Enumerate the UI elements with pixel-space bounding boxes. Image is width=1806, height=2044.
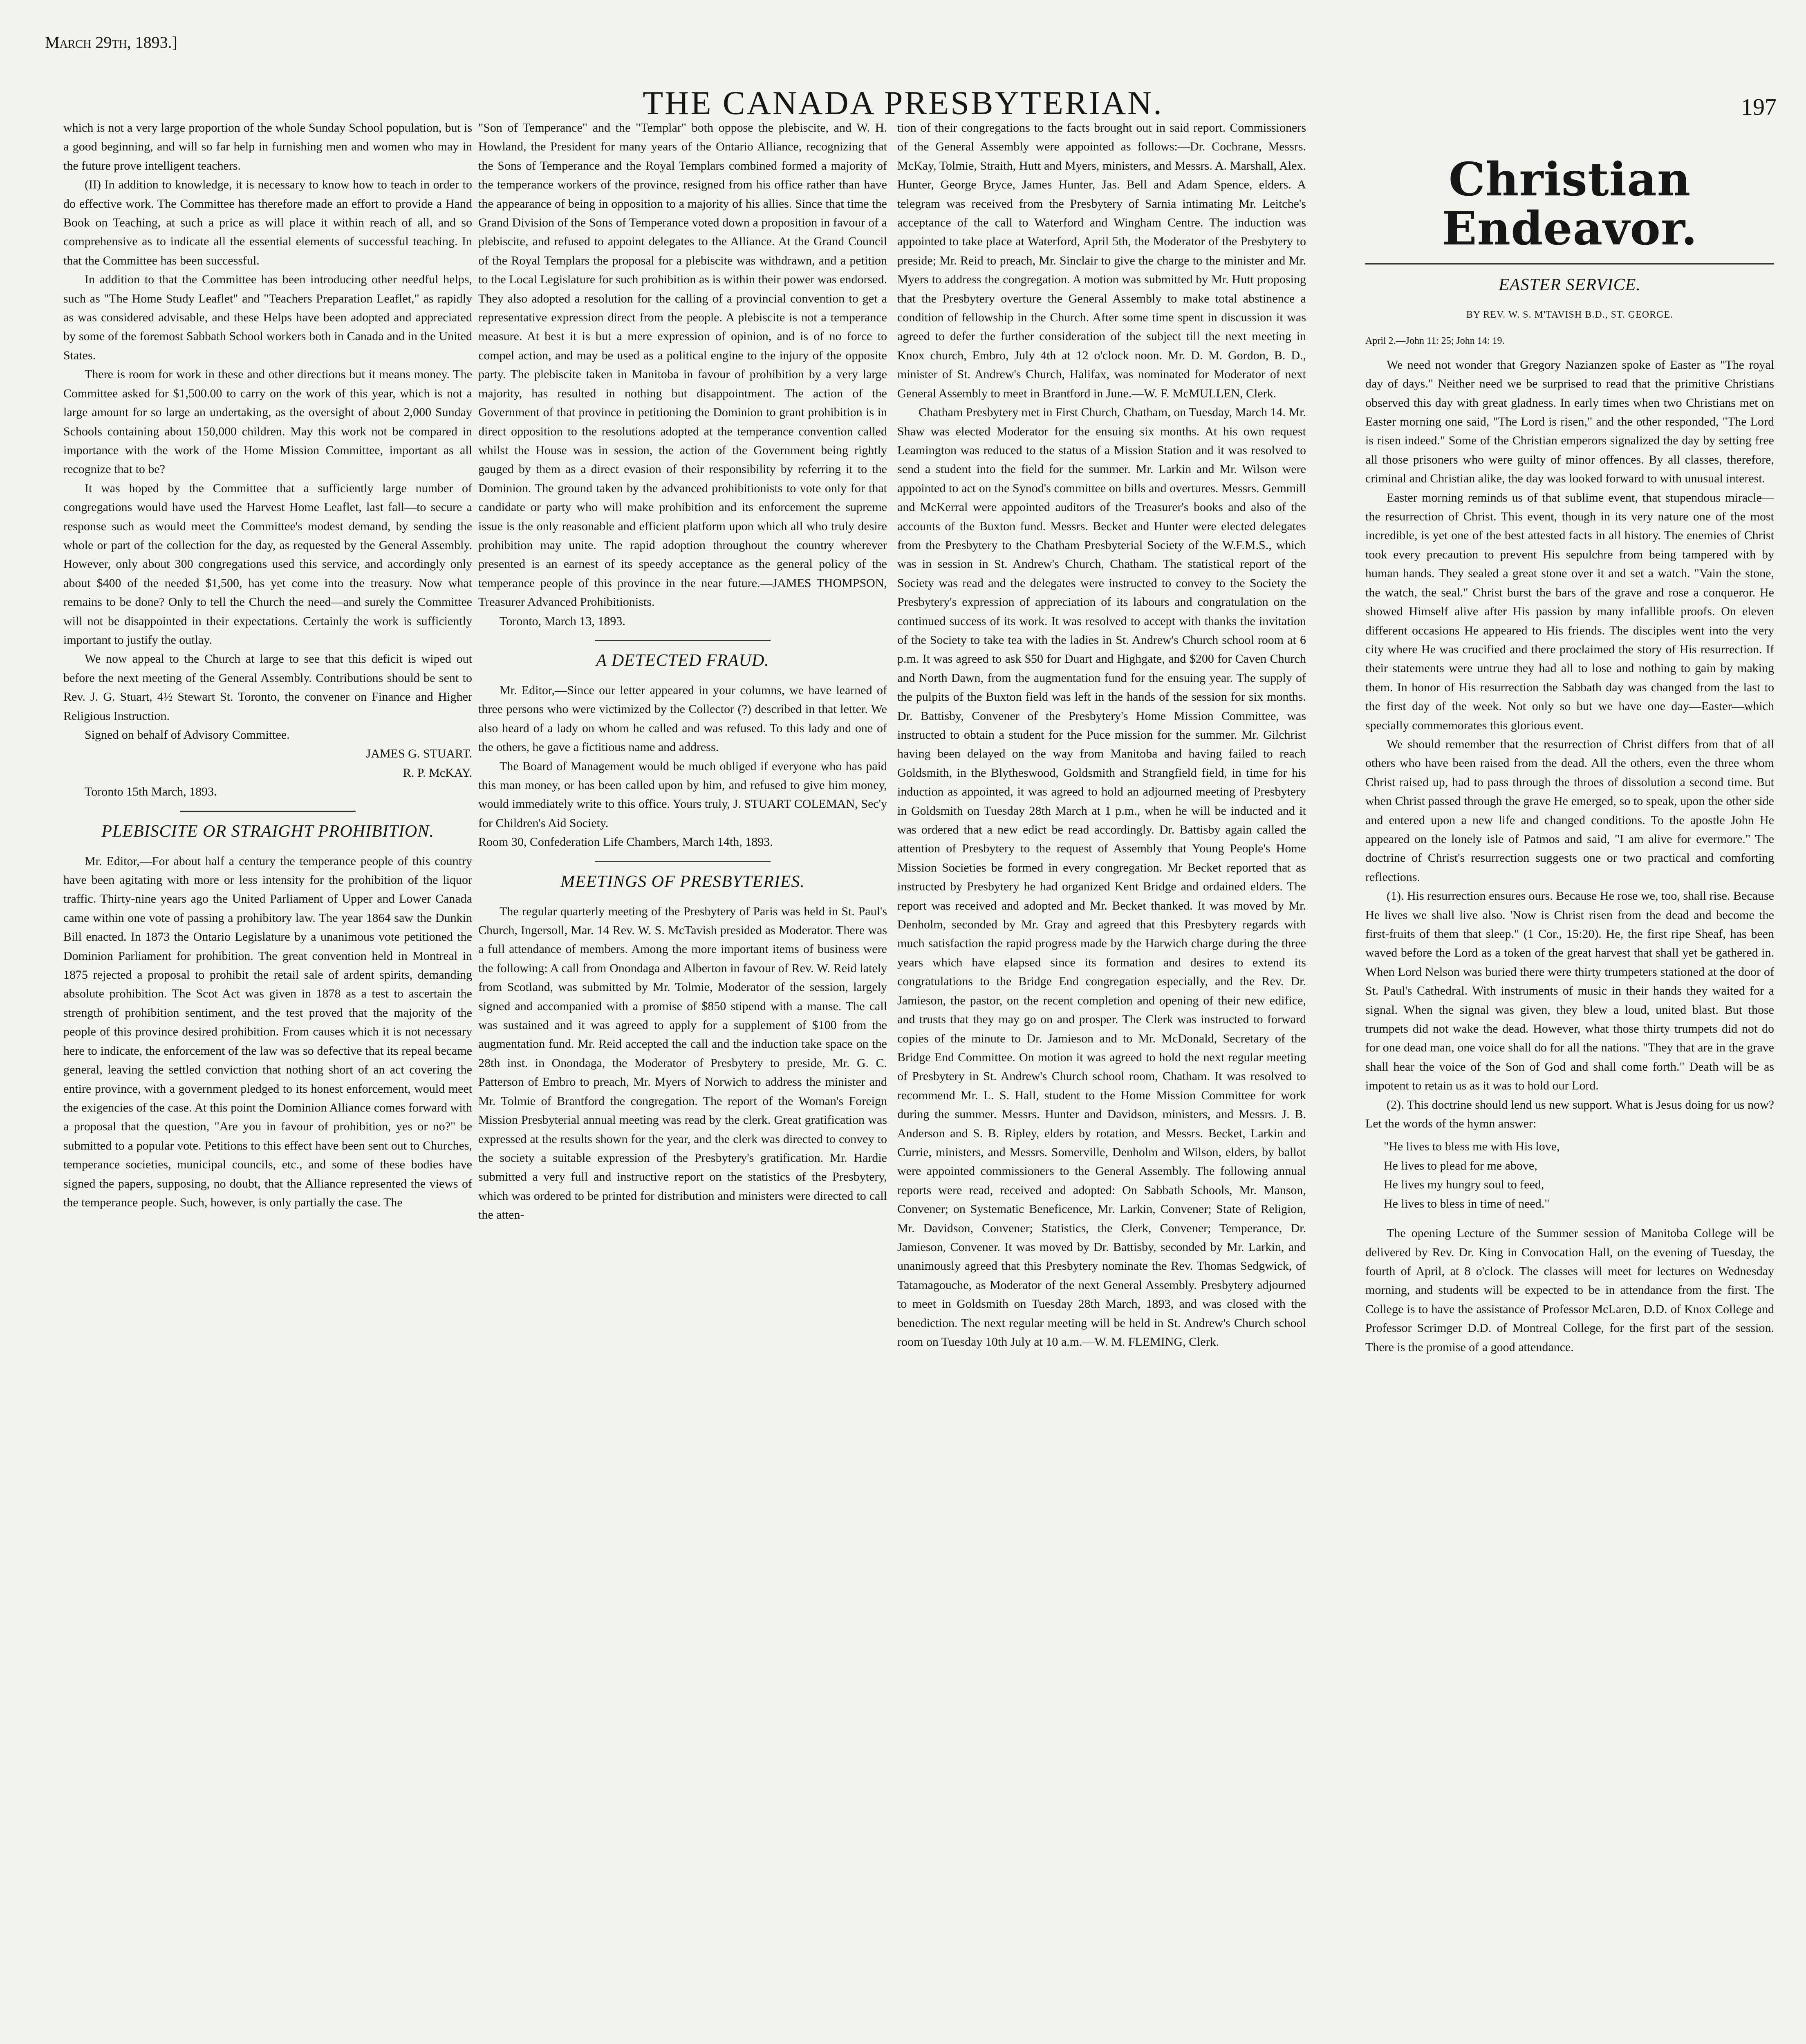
byline: BY REV. W. S. M'TAVISH B.D., ST. GEORGE. [1466,309,1674,320]
paragraph: In addition to that the Committee has been introducing other needful helps, such as "The Home Study Leaflet" and "Teachers Preparation Leaflet," as rapidly as was considered advisable, and these Helps have been adopted and appreciated by some of the foremost Sabbath School workers both in Canada and in the United States. [63,273,472,362]
paragraph: Chatham Presbytery met in First Church, Chatham, on Tuesday, March 14. Mr. Shaw was elected Moderator for the ensuing six months. At his own request Leamington was reduced to the status of a Mission Station and it was resolved to send a student into the field for the summer. Mr. Larkin and Mr. Wilson were appointed to act on the Synod's committee on bills and overtures. Messrs. Gemmill and McKerral were appointed auditors of the Treasurer's books and also of the accounts of the Buxton fund. Messrs. Becket and Hunter were elected delegates from the Presbytery to the Chatham Presbyterial Society of the W.F.M.S., which was in session in St. Andrew's Church, Chatham. The statistical report of the Society was read and the delegates were instructed to convey to the Society the Presbytery's expression of appreciation of its labours and congratulation on the continued success of its work. It was resolved to accept with thanks the invitation of the Society to take tea with the ladies in St. Andrew's Church school room at 6 p.m. It was agreed to ask $50 for Duart and Highgate, and $200 for Caven Church and North Dawn, from the augmentation fund for the ensuing year. The supply of the pulpits of the Buxton field was left in the hands of the session for six months. Dr. Battisby, Convener of the Presbytery's Home Mission Committee, was instructed to obtain a student for the Puce mission for the summer. Mr. Gilchrist having been delayed on the way from Manitoba and having failed to reach Goldsmith, in the Blytheswood, Goldsmith and Strangfield field, in time for his induction as appointed, it was agreed to hold an adjourned meeting of Presbytery in Goldsmith on Tuesday 28th March at 1 p.m., when he will be inducted and it was ordered that a new edict be read accordingly. Dr. Battisby again called the attention of Presbytery to the request of Assembly that Young People's Home Mission Societies be formed in every congregation. Mr Becket reported that as instructed by Presbytery he had organized Kent Bridge and ordained elders. The report was received and adopted and Mr. Becket thanked. It was moved by Mr. Denholm, seconded by Mr. Gray and agreed that this Presbytery regards with much satisfaction the rapid progress made by the Harwich charge during the three years which have elapsed since its formation and desires to extend its congratulations to the Bridge End congregation especially, and the Rev. Dr. Jamieson, the pastor, on the recent completion and opening of their new edifice, and trusts that they may go on and prosper. The Clerk was instructed to forward copies of the minute to Dr. Jamieson and to Mr. McDonald, Secretary of the Bridge End Committee. On motion it was agreed to hold the next regular meeting of Presbytery in St. Andrew's Church school room, Chatham. It was resolved to recommend Mr. L. S. Hall, student to the Home Mission Committee for work during the summer. Messrs. Hunter and Davidson, ministers, and Messrs. J. B. Anderson and S. B. Ripley, elders by rotation, and Messrs. Becket, Larkin and Currie, ministers, and Messrs. Somerville, Denholm and Wilson, elders, by ballot were appointed commissioners to the General Assembly. The following annual reports were read, received and adopted: On Sabbath Schools, Mr. Manson, Convener; on Systematic Beneficence, Mr. Larkin, Convener; State of Religion, Mr. Davidson, Convener; Statistics, the Clerk, Convener; Temperance, Dr. Jamieson, Convener. It was moved by Dr. Battisby, seconded by Mr. Larkin, and unanimously agreed that this Presbytery nominate the Rev. Thomas Sedgwick, of Tatamagouche, as Moderator of the next General Assembly. Presbytery adjourned to meet in Goldsmith on Tuesday 28th March, 1893, and was closed with the benediction. The next regular meeting will be held in St. Andrew's Church school room on Tuesday 10th July at 10 a.m.—W. M. FLEMING, Clerk. [897,406,1306,1349]
divider [1365,263,1774,264]
paragraph: "Son of Temperance" and the "Templar" both oppose the plebiscite, and W. H. Howland, the President for many years of the Ontario Alliance, recognizing that the Sons of Temperance and the Royal Templars combined formed a majority of the temperance workers of the province, resigned from his office rather than have the appearance of being in opposition to a majority of his allies. Since that time the Grand Division of the Sons of Temperance voted down a proposition in favour of a plebiscite, and refused to appoint delegates to the Alliance. At the Grand Council of the Royal Templars the proposal for a plebiscite was withdrawn, and a petition to the Local Legislature for such prohibition as is within their power was endorsed. They also adopted a resolution for the calling of a provincial convention to get a representative expression direct from the people. A plebiscite is not a temperance measure. At best it is but a mere expression of opinion, and is of no force to compel action, and may be used as a political engine to the injury of the opposite party. The plebiscite taken in Manitoba in favour of prohibition by a very large majority, has resulted in nothing but disappointment. The action of the Government of that province in petitioning the Dominion to grant prohibition is in direct opposition to the resolutions adopted at the temperance convention called whilst the House was in session, the action of the Government being rightly gauged by them as a direct evasion of their responsibility by referring it to the Dominion. The ground taken by the advanced prohibitionists to vote only for that candidate or party who will make prohibition and its enforcement the supreme issue is the only reasonable and efficient platform upon which all who truly desire prohibition may unite. The rapid adoption throughout the country wherever presented is an earnest of its speedy acceptance as the general policy of the temperance people of this province in the near future.—JAMES THOMPSON, Treasurer Advanced Prohibitionists. [478,121,887,609]
article-heading: A DETECTED FRAUD. [596,651,769,670]
dateline: Toronto, March 13, 1893. [500,614,625,628]
signature: R. P. McKAY. [403,766,472,780]
hymn-line: He lives to bless in time of need." [1384,1197,1550,1210]
scripture-reference: April 2.—John 11: 25; John 14: 19. [1365,336,1505,347]
article-heading: PLEBISCITE OR STRAIGHT PROHIBITION. [101,822,434,841]
paragraph: Signed on behalf of Advisory Committee. [85,728,290,742]
divider [595,861,771,862]
paragraph: We need not wonder that Gregory Nazianzen spoke of Easter as "The royal day of days." Neither need we be surprised to read that the primitive Christians observed this day with great gladness. In early times when two Christians met on Easter morning one said, "The Lord is risen," and the other responded, "The Lord is risen indeed." Some of the Christian emperors signalized the day by setting free all those prisoners who were guilty of minor offences. By all classes, therefore, criminal and Christian alike, the day was looked forward to with unusual interest. [1365,358,1774,486]
paragraph: We now appeal to the Church at large to see that this deficit is wiped out before the next meeting of the General Assembly. Contributions should be sent to Rev. J. G. Stuart, 4½ Stewart St. Toronto, the convener on Finance and Higher Religious Instruction. [63,652,472,723]
paragraph: (2). This doctrine should lend us new support. What is Jesus doing for us now? Let the words of the hymn answer: [1365,1098,1774,1131]
column-4 [1365,139,1774,1357]
hymn-line: He lives my hungry soul to feed, [1384,1178,1544,1192]
paragraph: (II) In addition to knowledge, it is necessary to know how to teach in order to do effective work. The Committee has therefore made an effort to provide a Hand Book on Teaching, at such a price as will place it within reach of all, and so comprehensive as to indicate all the essential elements of successful teaching. In that the Committee has been successful. [63,178,472,267]
paragraph: The Board of Management would be much obliged if everyone who has paid this man money, or has been called upon by him, and refused to give him money, would immediately write to this office. Yours truly, J. STUART COLEMAN, Sec'y for Children's Aid Society. [478,759,887,830]
paragraph: The opening Lecture of the Summer session of Manitoba College will be delivered by Rev. Dr. King in Convocation Hall, on the evening of Tuesday, the fourth of April, at 8 o'clock. The classes will meet for lectures on Wednesday morning, and students will be expected to be in attendance from the first. The College is to have the assistance of Professor McLaren, D.D. of Knox College and Professor Scrimger D.D. of Montreal College, for the first part of the session. There is the promise of a good attendance. [1365,1226,1774,1354]
column-2 [478,119,887,1225]
paragraph: tion of their congregations to the facts brought out in said report. Commissioners of the General Assembly were appointed as follows:—Dr. Cochrane, Messrs. McKay, Tolmie, Straith, Hutt and Myers, ministers, and Messrs. A. Marshall, Alex. Hunter, George Bryce, James Hunter, Jas. Bell and Adam Spence, elders. A telegram was received from the Presbytery of Sarnia intimating Mr. Leitche's acceptance of the call to Waterford and Wingham Centre. The induction was appointed to take place at Waterford, April 5th, the Moderator of the Presbytery to preside; Mr. Reid to preach, Mr. Sinclair to give the charge to the minister and Mr. Myers to address the congregation. A motion was submitted by Mr. Hutt proposing that the Presbytery overture the General Assembly to make total abstinence a condition of fellowship in the Church. After some time spent in discussion it was agreed to defer the further consideration of the subject till the next meeting in Knox church, Embro, July 4th at 12 o'clock noon. Mr. D. M. Gordon, B. D., minister of St. Andrew's Church, Halifax, was nominated for Moderator of next General Assembly to meet in Brantford in June.—W. F. McMULLEN, Clerk. [897,121,1306,400]
masthead-title: THE CANADA PRESBYTERIAN. [643,84,1163,121]
paragraph: The regular quarterly meeting of the Presbytery of Paris was held in St. Paul's Church, Ingersoll, Mar. 14 Rev. W. S. McTavish presided as Moderator. There was a full attendance of members. Among the more important items of business were the following: A call from Onondaga and Alberton in favour of Rev. W. Reid lately from Scotland, was submitted by Mr. Tolmie, Moderator of the session, largely signed and accompanied with a promise of $850 stipend with a manse. The call was sustained and it was agreed to apply for a supplement of $100 from the augmentation fund. Mr. Reid accepted the call and the induction take space on the 28th inst. in Onondaga, the Moderator of Presbytery to preside, Mr. G. C. Patterson of Embro to preach, Mr. Myers of Norwich to address the minister and Mr. Tolmie of Brantford the congregation. The report of the Woman's Foreign Mission Presbyterial annual meeting was read by the clerk. Great gratification was expressed at the results shown for the year, and the clerk was directed to convey to the society a suitable expression of the Presbytery's gratification. Mr. Hardie submitted a very full and instructive report on the statistics of the Presbytery, which was ordered to be printed for distribution and ministers were directed to call the atten- [478,904,887,1222]
column-3 [897,119,1306,1351]
paragraph: which is not a very large proportion of the whole Sunday School population, but is a good beginning, and will so far help in furnishing men and women who may in the future prove intelligent teachers. [63,121,472,173]
article-heading: MEETINGS OF PRESBYTERIES. [560,872,805,891]
paragraph: It was hoped by the Committee that a sufficiently large number of congregations would have used the Harvest Home Leaflet, last fall—to secure a response such as would meet the Committee's modest demand, by sending the whole or part of the collection for the day, as requested by the General Assembly. However, only about 300 congregations used this service, and accordingly only about $400 of the needed $1,500, has yet come into the treasury. Now what remains to be done? Only to tell the Church the need—and surely the Committee will not be disappointed in their expectations. Certainly the work is sufficiently important to justify the outlay. [63,481,472,647]
paragraph: Easter morning reminds us of that sublime event, that stupendous miracle— the resurrection of Christ. This event, though in its very nature one of the most incredible, is yet one of the best attested facts in all history. The enemies of Christ took every precaution to prevent His sepulchre from being tampered with by human hands. They sealed a great stone over it and set a watch. "Vain the stone, the watch, the seal." Christ burst the bars of the grave and rose a conqueror. He showed Himself alive after His passion by many infallible proofs. On eleven different occasions He appeared to His friends. The disciples went into the very city where He was crucified and there proclaimed the story of His resurrection. If their statements were untrue they had all to lose and nothing to gain by making them. In honor of His resurrection the Sabbath day was changed from the last to the first day of the week. Not only so but we have one day—Easter—which specially commemorates this glorious event. [1365,491,1774,732]
issue-date: March 29th, 1893.] [45,33,178,52]
paragraph: There is room for work in these and other directions but it means money. The Committee asked for $1,500.00 to carry on the work of this year, which is not a large amount for so large an undertaking, as the oversight of about 2,000 Sunday Schools containing about 150,000 children. May this work not be compared in importance with the work of the Home Mission Committee, important as all recognize that to be? [63,368,472,476]
dateline: Toronto 15th March, 1893. [85,785,217,799]
article-heading: EASTER SERVICE. [1499,276,1641,294]
paragraph: Mr. Editor,—For about half a century the temperance people of this country have been agitating with more or less intensity for the prohibition of the liquor traffic. Thirty-nine years ago the United Parliament of Upper and Lower Canada came within one vote of passing a prohibitory law. The year 1864 saw the Dunkin Bill enacted. In 1873 the Ontario Legislature by a unanimous vote petitioned the Dominion Parliament for prohibition. The great convention held in Montreal in 1875 rejected a proposal to prohibit the retail sale of ardent spirits, demanding absolute prohibition. The Scot Act was given in 1878 as a test to ascertain the strength of prohibition sentiment, and the test proved that the majority of the people of this province desired prohibition. From causes which it is not necessary here to indicate, the enforcement of the law was so defective that its repeal became general, leaving the settled conviction that nothing short of an act covering the entire province, with a government pledged to its honest enforcement, would meet the exigencies of the case. At this point the Dominion Alliance comes forward with a proposal that the question, "Are you in favour of prohibition, yes or no?" be submitted to a popular vote. Petitions to this effect have been sent out to Churches, temperance societies, municipal councils, etc., and some of these bodies have signed the papers, supposing, no doubt, that the Alliance represented the views of the temperance people. Such, however, is only partially the case. The [63,854,472,1209]
paragraph: Room 30, Confederation Life Chambers, March 14th, 1893. [478,835,773,849]
section-title: Christian Endeavor. [1442,153,1698,256]
hymn-line: He lives to plead for me above, [1384,1159,1537,1172]
paragraph: We should remember that the resurrection of Christ differs from that of all others who have been raised from the dead. All the others, even the three whom Christ raised up, had to pass through the throes of dissolution a second time. But when Christ passed through the grave He emerged, so to speak, upon the other side and entered upon a new life and changed conditions. To the apostle John He appeared on the lonely isle of Patmos and said, "I am alive for evermore." The doctrine of Christ's resurrection suggests one or two practical and comforting reflections. [1365,737,1774,884]
page-number: 197 [1741,94,1777,120]
paragraph: (1). His resurrection ensures ours. Because He rose we, too, shall rise. Because He lives we shall live also. 'Now is Christ risen from the dead and become the first-fruits of them that sleep." (1 Cor., 15:20). He, the first ripe Sheaf, has been waved before the Lord as a token of the great harvest that shall yet be gathered in. When Lord Nelson was buried there were thirty trumpeters stationed at the door of St. Paul's Cathedral. With instruments of music in their hands they waited for a signal. When the signal was given, they blew a loud, united blast. But those trumpets did not wake the dead. However, what those thirty trumpets did not do for one dead man, one voice shall do for all the nations. "They that are in the grave shall hear the voice of the Son of God and shall come forth." Death will be as impotent to retain us as it was to hold our Lord. [1365,889,1774,1093]
divider [180,811,356,812]
signature: JAMES G. STUART. [366,747,472,761]
divider [595,640,771,641]
paragraph: Mr. Editor,—Since our letter appeared in your columns, we have learned of three persons who were victimized by the Collector (?) described in that letter. We also heard of a lady on whom he called and was refused. To this lady and one of the others, he gave a fictitious name and address. [478,683,887,754]
hymn-line: "He lives to bless me with His love, [1384,1140,1560,1154]
column-1 [63,119,472,1212]
